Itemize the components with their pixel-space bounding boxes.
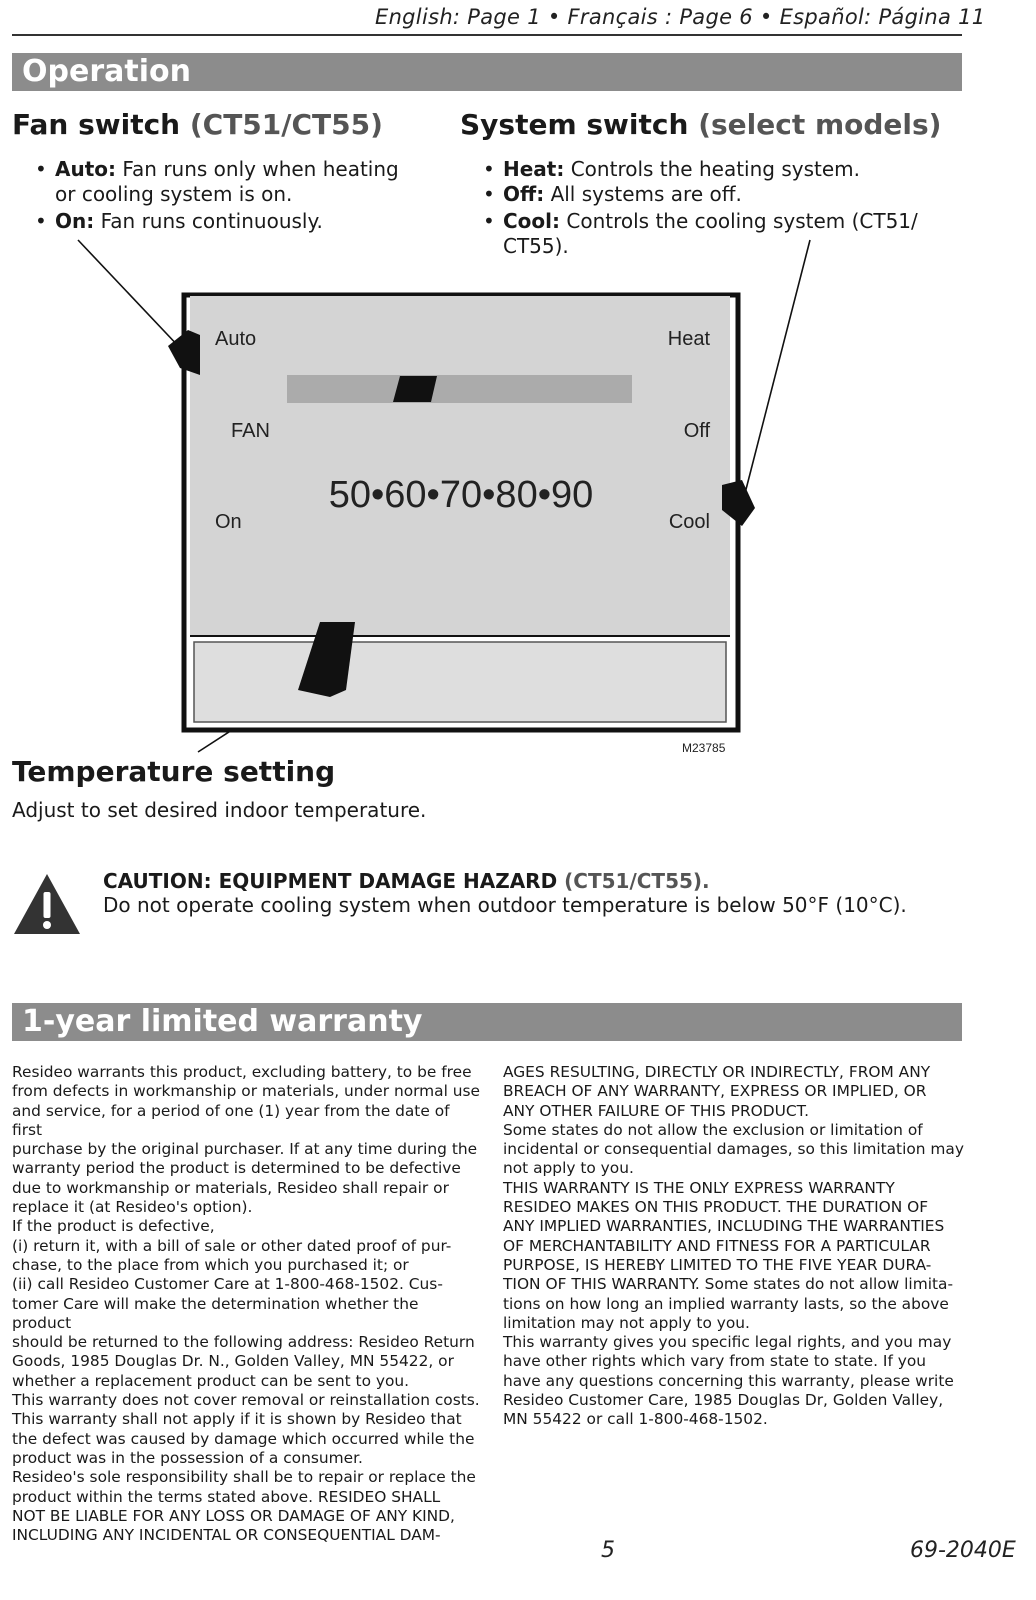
off-label: Off — [683, 420, 710, 442]
thermostat-diagram — [0, 0, 1036, 780]
page-number: 5 — [601, 1538, 615, 1563]
operation-banner: Operation — [12, 53, 962, 91]
temperature-slider-knob — [393, 376, 437, 402]
system-switch-heading: System switch (select models) — [460, 108, 942, 141]
caution-text: Do not operate cooling system when outdoor temperature is below 50°F (10°C). — [103, 893, 907, 917]
temperature-slider-track — [287, 375, 632, 403]
thermostat-bottom-panel — [194, 642, 726, 722]
temperature-setting-heading: Temperature setting — [12, 755, 336, 788]
list-item: • Off: All systems are off. — [483, 182, 933, 207]
cool-label: Cool — [668, 511, 710, 533]
temperature-setting-text: Adjust to set desired indoor temperature. — [12, 798, 427, 822]
warranty-column-left: Resideo warrants this product, excluding battery, to be free from defects in workmanship or materials, under normal use and service, for a period of one (1) year from the date of first purchase by the original purchaser. If at any time during the warranty period the product is determined to be defective due to workmanship or materials, Resideo shall repair or replace it (at Resideo's option). If the product is defective, (i) return it, with a bill of sale or other dated proof of pur- chase, to the place from which you purchased it; or (ii) call Resideo Customer Care at 1-800-468-1502. Cus- tomer Care will make the determination whether the product should be returned to the following address: Resideo Return Goods, 1985 Douglas Dr. N., Golden Valley, MN 55422, or whether a replacement product can be sent to you. This warranty does not cover removal or reinstallation costs. This warranty shall not apply if it is shown by Resideo that the defect was caused by damage which occurred while the product was in the possession of a consumer. Resideo's sole responsibility shall be to repair or replace the product within the terms stated above. RESIDEO SHALL NOT BE LIABLE FOR ANY LOSS OR DAMAGE OF ANY KIND, INCLUDING ANY INCIDENTAL OR CONSEQUENTIAL DAM- — [12, 1063, 481, 1545]
figure-code: M23785 — [682, 741, 726, 755]
caution-title: CAUTION: EQUIPMENT DAMAGE HAZARD (CT51/CT55). — [103, 869, 710, 893]
thermostat-face — [190, 296, 730, 636]
on-label: On — [215, 511, 242, 533]
temperature-scale: 50•60•70•80•90 — [328, 474, 594, 516]
list-item: • On: Fan runs continuously. — [35, 209, 415, 234]
fan-callout-line — [78, 240, 182, 350]
heat-label: Heat — [667, 328, 710, 350]
auto-label: Auto — [215, 328, 257, 350]
warning-triangle-icon — [12, 872, 82, 936]
system-callout-line — [742, 240, 810, 505]
warranty-banner: 1-year limited warranty — [12, 1003, 962, 1041]
list-item: • Cool: Controls the cooling system (CT51/ CT55). — [483, 209, 933, 259]
language-page-index: English: Page 1 • Français : Page 6 • Español: Página 11 — [375, 5, 986, 29]
list-item: • Heat: Controls the heating system. — [483, 157, 933, 182]
fan-label: FAN — [231, 420, 270, 442]
warranty-column-right: AGES RESULTING, DIRECTLY OR INDIRECTLY, FROM ANY BREACH OF ANY WARRANTY, EXPRESS OR IMPLIED, OR ANY OTHER FAILURE OF THIS PRODUCT. Some states do not allow the exclusion or limitation of incidental or consequential damages, so this limitation may not apply to you. THIS WARRANTY IS THE ONLY EXPRESS WARRANTY RESIDEO MAKES ON THIS PRODUCT. THE DURATION OF ANY IMPLIED WARRANTIES, INCLUDING THE WARRANTIES OF MERCHANTABILITY AND FITNESS FOR A PARTICULAR PURPOSE, IS HEREBY LIMITED TO THE FIVE YEAR DURA- TION OF THIS WARRANTY. Some states do not allow limita- tions on how long an implied warranty lasts, so the above limitation may not apply to you. This warranty gives you specific legal rights, and you may have other rights which vary from state to state. If you have any questions concerning this warranty, please write Resideo Customer Care, 1985 Douglas Dr, Golden Valley, MN 55422 or call 1-800-468-1502. — [503, 1063, 964, 1429]
document-number: 69-2040E — [910, 1538, 1016, 1563]
fan-switch-heading: Fan switch (CT51/CT55) — [12, 108, 383, 141]
list-item: • Auto: Fan runs only when heating or cooling system is on. — [35, 157, 415, 207]
fan-switch-handle — [168, 330, 200, 375]
